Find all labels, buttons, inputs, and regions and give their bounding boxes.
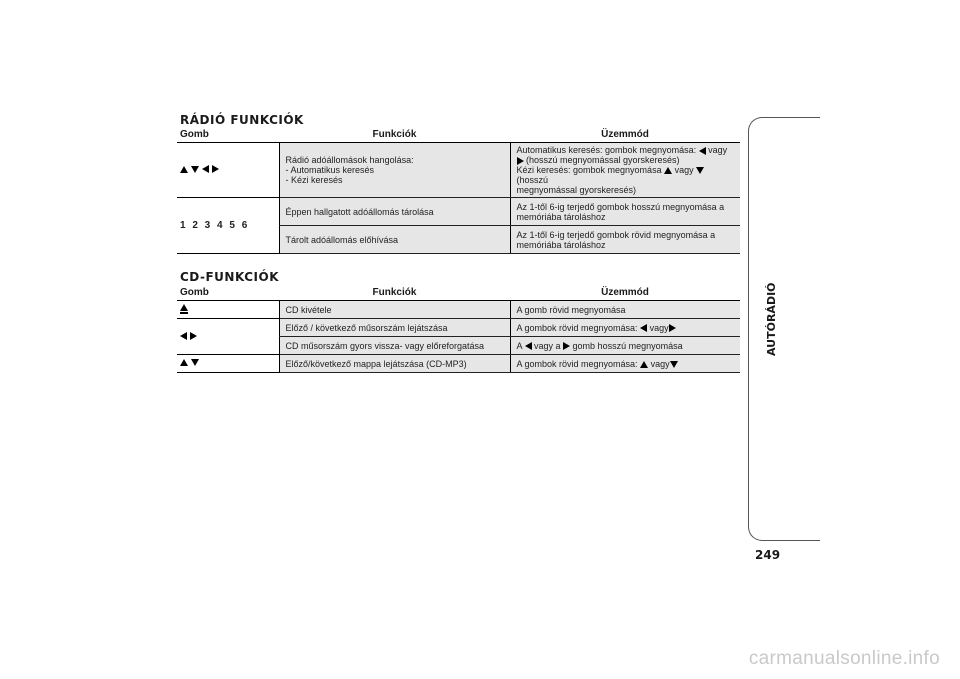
button-cell <box>177 301 279 319</box>
right-arrow-icon <box>517 157 524 165</box>
down-arrow-icon <box>191 166 199 173</box>
up-arrow-icon <box>180 166 188 173</box>
function-text: Rádió adóállomások hangolása: <box>285 155 414 165</box>
down-arrow-icon <box>191 359 199 366</box>
mode-text: vagy <box>647 322 669 333</box>
left-arrow-icon <box>202 165 209 173</box>
right-arrow-icon <box>190 332 197 340</box>
table-row <box>177 319 740 337</box>
page-number: 249 <box>755 548 781 562</box>
mode-cell <box>510 319 740 337</box>
button-cell <box>177 319 279 355</box>
mode-text: vagy a <box>531 340 564 351</box>
button-cell-numbers: 1 2 3 4 5 6 <box>177 198 279 254</box>
mode-text: gomb hosszú megnyomása <box>570 340 683 351</box>
chapter-tab <box>748 117 820 541</box>
mode-text: (hosszú megnyomással gyorskeresés) <box>523 155 680 165</box>
function-cell <box>279 143 510 198</box>
button-cell <box>177 143 279 198</box>
function-text: - Automatikus keresés <box>285 165 375 175</box>
mode-text: vagy <box>672 165 697 175</box>
mode-text: megnyomással gyorskeresés) <box>516 185 637 195</box>
left-arrow-icon <box>640 324 647 332</box>
right-arrow-icon <box>669 324 676 332</box>
function-cell: CD kivétele <box>279 301 510 319</box>
header-funkciok: Funkciók <box>279 284 510 301</box>
header-uzemmod: Üzemmód <box>510 284 740 301</box>
cd-section-title: CD-FUNKCIÓK <box>180 270 279 284</box>
mode-text: (hosszú <box>516 175 549 185</box>
watermark: carmanualsonline.info <box>748 648 940 669</box>
function-cell: Előző / következő műsorszám lejátszása <box>279 319 510 337</box>
chapter-tab-label: AUTÓRÁDIÓ <box>765 282 778 356</box>
function-cell: CD műsorszám gyors vissza- vagy előreforgatása <box>279 337 510 355</box>
down-arrow-icon <box>670 361 678 368</box>
left-arrow-icon <box>525 342 532 350</box>
mode-text: vagy <box>648 358 670 369</box>
function-cell: Tárolt adóállomás előhívása <box>279 226 510 254</box>
button-cell <box>177 355 279 373</box>
table-row <box>177 198 740 226</box>
up-arrow-icon <box>180 359 188 366</box>
table-header-row <box>177 126 740 143</box>
mode-text: A gombok rövid megnyomása: <box>516 322 641 333</box>
table-row <box>177 143 740 198</box>
mode-cell <box>510 143 740 198</box>
cd-functions-table <box>177 284 740 373</box>
mode-cell: Az 1-től 6-ig terjedő gombok hosszú megnyomása a memóriába tároláshoz <box>510 198 740 226</box>
function-text: - Kézi keresés <box>285 175 343 185</box>
mode-cell <box>510 337 740 355</box>
mode-text: Kézi keresés: gombok megnyomása <box>516 165 665 175</box>
header-gomb: Gomb <box>177 126 279 143</box>
table-row <box>177 301 740 319</box>
eject-icon <box>180 304 188 314</box>
table-header-row <box>177 284 740 301</box>
mode-text: vagy <box>705 145 728 155</box>
left-arrow-icon <box>180 332 187 340</box>
mode-text: A gombok rövid megnyomása: <box>516 358 641 369</box>
right-arrow-icon <box>212 165 219 173</box>
down-arrow-icon <box>696 167 704 174</box>
mode-cell: A gomb rövid megnyomása <box>510 301 740 319</box>
header-uzemmod: Üzemmód <box>510 126 740 143</box>
mode-cell <box>510 355 740 373</box>
radio-functions-table <box>177 126 740 254</box>
header-gomb: Gomb <box>177 284 279 301</box>
function-cell: Előző/következő mappa lejátszása (CD-MP3) <box>279 355 510 373</box>
right-arrow-icon <box>563 342 570 350</box>
radio-section-title: RÁDIÓ FUNKCIÓK <box>180 113 304 127</box>
left-arrow-icon <box>699 147 706 155</box>
up-arrow-icon <box>640 361 648 368</box>
mode-text: Automatikus keresés: gombok megnyomása: <box>516 145 699 155</box>
table-row <box>177 355 740 373</box>
up-arrow-icon <box>664 167 672 174</box>
mode-text: A <box>516 340 525 351</box>
function-cell: Éppen hallgatott adóállomás tárolása <box>279 198 510 226</box>
mode-cell: Az 1-től 6-ig terjedő gombok rövid megnyomása a memóriába tároláshoz <box>510 226 740 254</box>
header-funkciok: Funkciók <box>279 126 510 143</box>
